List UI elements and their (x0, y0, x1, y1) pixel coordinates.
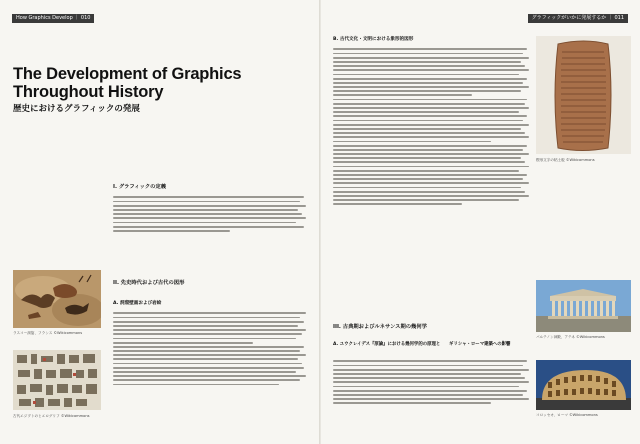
parthenon-caption: パルテノン神殿、アテネ ©Wikicommons (536, 335, 605, 339)
section-3a-body (333, 358, 531, 440)
subsection-heading-2b: B. 古代文化・文明における象形的図形 (333, 37, 414, 42)
section-heading-2: II. 先史時代および古代の図形 (113, 280, 185, 286)
cave-painting-image (13, 270, 101, 328)
cave-painting-caption: ラスコー洞窟、フランス ©Wikicommons (13, 331, 83, 335)
clay-tablet-image (536, 36, 631, 154)
hieroglyph-image (13, 350, 101, 410)
section-1-body (113, 194, 308, 266)
colosseum-image (536, 360, 631, 410)
clay-tablet-caption: 楔形文字の粘土板 ©Wikicommons (536, 158, 595, 162)
left-page-header-tab: How Graphics Develop ｜ 010 (12, 14, 94, 23)
subsection-heading-3a: A. ユウクレイデス『原論』における幾何学的の原理と ギリシャ・ローマ建築への影響 (333, 342, 511, 347)
parthenon-image (536, 280, 631, 332)
subsection-heading-2a: A. 洞窟壁画および岩絵 (113, 301, 162, 306)
section-heading-1: I. グラフィックの定義 (113, 184, 167, 190)
chapter-title-english: The Development of Graphics Throughout History (13, 65, 242, 101)
right-page-header-tab: グラフィックがいかに発展するか ｜ 011 (528, 14, 628, 23)
chapter-title-japanese: 歴史におけるグラフィックの発展 (13, 104, 140, 114)
left-page (0, 0, 319, 444)
section-2b-body (333, 46, 531, 308)
colosseum-caption: コロッセオ、ローマ ©Wikicommons (536, 413, 598, 417)
section-heading-3: III. 古典期およびルネサンス期の幾何学 (333, 324, 427, 330)
section-2a-body (113, 310, 308, 438)
hieroglyph-caption: 古代エジプトのヒエログリフ ©Wikicommons (13, 414, 90, 418)
right-page (321, 0, 640, 444)
